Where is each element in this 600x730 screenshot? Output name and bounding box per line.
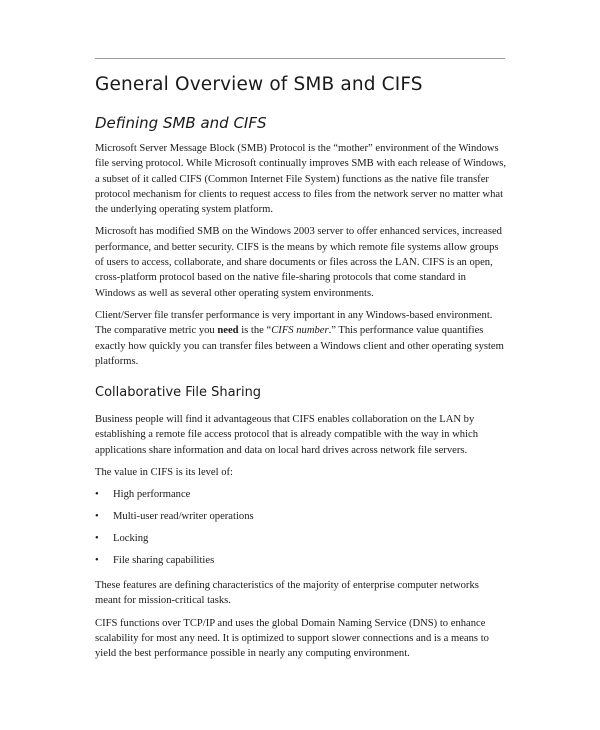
feature-list: [95, 487, 507, 568]
italic-term: CIFS number: [271, 325, 329, 337]
paragraph: Microsoft Server Message Block (SMB) Protocol is the “mother” environment of the Windows file serving protocol. While Microsoft continually improves SMB with each release of Windows, a subset of it called CIFS (Common Internet File System) functions as the native file transfer protocol mechanism for clients to request access to files from the network server no matter what the underlying operating system platform.: [95, 143, 507, 216]
paragraph-text: is the “: [238, 325, 272, 337]
paragraph: Business people will find it advantageous that CIFS enables collaboration on the LAN by establishing a remote file access protocol that is already compatible with the way in which applications share information and data on local hard drives across network file servers.: [95, 414, 479, 456]
bullet-icon: •: [95, 532, 99, 544]
paragraph-text: .” This performance value quantifies exactly how quickly you can transfer files between a Windows client and other operating system platforms.: [95, 325, 504, 367]
list-item-text: File sharing capabilities: [113, 554, 215, 566]
paragraph: [95, 308, 507, 369]
list-item: [95, 531, 507, 546]
bold-term: need: [217, 325, 239, 337]
paragraph: These features are defining characteristics of the majority of enterprise computer networks meant for mission-critical tasks.: [95, 580, 479, 607]
bullet-icon: •: [95, 554, 99, 566]
top-divider: [95, 58, 505, 59]
document-body: [95, 73, 507, 669]
paragraph: The value in CIFS is its level of:: [95, 467, 233, 479]
section-heading-collaborative: Collaborative File Sharing: [95, 385, 262, 401]
list-item-text: High performance: [113, 489, 191, 501]
paragraph-text: Client/Server file transfer performance is very important in any Windows-based environment. The comparative metric you: [95, 309, 493, 337]
section-heading-defining: Defining SMB and CIFS: [95, 114, 267, 132]
list-item-text: Locking: [113, 532, 149, 544]
bullet-icon: •: [95, 489, 99, 501]
list-item: [95, 509, 507, 524]
paragraph: Microsoft has modified SMB on the Windows 2003 server to offer enhanced services, increased performance, and better security. CIFS is the means by which remote file systems allow groups of users to access, collaborate, and share documents or files across the LAN. CIFS is an open, cross-platform protocol based on the native file-sharing protocols that come standard in Windows as well as several other operating system environments.: [95, 226, 502, 299]
paragraph: CIFS functions over TCP/IP and uses the global Domain Naming Service (DNS) to enhance scalability for most any need. It is optimized to support slower connections and is a means to yield the best performance possible in nearly any computing environment.: [95, 617, 489, 660]
list-item: [95, 487, 507, 502]
document-title: General Overview of SMB and CIFS: [95, 74, 423, 95]
list-item: [95, 553, 507, 568]
list-item-text: Multi-user read/writer operations: [113, 511, 254, 523]
bullet-icon: •: [95, 511, 99, 523]
